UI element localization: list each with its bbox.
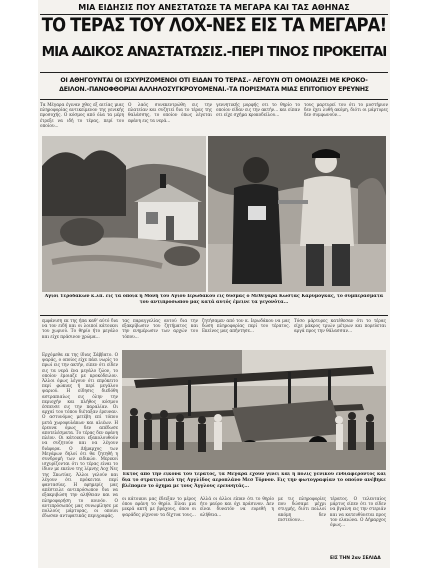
intro-columns — [40, 102, 388, 134]
divider — [40, 315, 388, 316]
supertitle-text: ΜΙΑ ΕΙΔΗΣΙΣ ΠΟΥ ΑΝΕΣΤΑΤΩΣΕ ΤΑ ΜΕΓΑΡΑ ΚΑΙ ΤΑΣ ΑΘΗΝΑΣ — [78, 3, 350, 12]
photo-interview — [208, 136, 386, 292]
headline-secondary-text: ΜΙΑ ΑΔΙΚΟΣ ΑΝΑΣΤΑΤΩΣΙΣ.-ΠΕΡΙ ΤΙΝΟΣ ΠΡΟΚΕΙΤΑΙ — [41, 44, 387, 60]
middle-column: ζητήσαμεν από τον κ. Ιερωδάκου να μας δώση πληροφορίας περί του τέρατος. Εκείνος μας απήντησε... — [202, 318, 290, 334]
headline-main — [38, 15, 390, 39]
bottom-column: με τις πληροφορίες που δώσαμε μέχρι στιγμής, διότι πολλοί ακόμη δεν πιστεύουν... — [278, 496, 326, 522]
intro-column: Ο λαός συνεκεντρώθη εις την πλατείαν και συζητεί δια το τέρας της θαλάσσης, το οποίον όπως λέγεται εφάνη εις τα νερά... — [128, 102, 212, 123]
supertitle — [38, 3, 390, 13]
photo-caption: Άγιοι Τεροδάκων κ.λπ. εις τα οποία η Μονή του Αγίου Ιερωδάκου εις δυσμάς ο Μεθέγαρα Κώστας Καρυμόγκας, το συμπεράσματα του αντιπροσωπου μας κατά αυτός έμεινε τα γεγονότα... — [44, 294, 384, 305]
headline-secondary — [38, 44, 390, 68]
subheadline-line-2: ΔΕΙΛΟΝ.-ΠΑΝΟΦΘΟΡΙΑΙ ΑΛΛΗΛΟΣΥΓΚΡΟΥΟΜΕΝΑΙ.-ΤΑ ΠΟΡΙΣΜΑΤΑ ΜΙΑΣ ΕΠΙΤΟΠΙΟΥ ΕΡΕΥΝΗΣ — [59, 86, 369, 93]
subheadline-line-1: ΟΙ ΑΘΗΓΟΥΝΤΑΙ ΟΙ ΙΣΧΥΡΙΖΟΜΕΝΟΙ ΟΤΙ ΕΙΔΑΝ ΤΟ ΤΕΡΑΣ.- ΛΕΓΟΥΝ ΟΤΙ ΟΜΟΙΑΖΕΙ ΜΕ ΚΡΟΚΟ- — [60, 77, 368, 84]
divider — [40, 99, 388, 100]
divider — [40, 72, 388, 73]
photo-monastery — [42, 136, 206, 292]
bottom-right-column: τέρατος. Ο τελευταίος μάρτυς είπεν ότι το είδεν να βγαίνη εις την στεριάν και να κατευθύνεται προς τον ελαιώνα. Ο Δήμαρχος όμως... — [330, 496, 386, 528]
intro-column: Τα Μέγαρα έγιναν χθες εξ αιτίας μιας πληροφορίας αντικείμενον της γενικής προσοχής. Ο κόσμος από όλα τα μέρη έτρεξε να ιδή το τέρας, περί του οποίου... — [40, 102, 124, 128]
subheadline — [38, 76, 390, 98]
continued-on-page: ΕΙΣ ΤΗΝ 2αν ΣΕΛΙΔΑ — [330, 556, 381, 561]
long-column: Ερχόμεθα εκ της ίδιας Σάββατο. Ο ψαράς, ο οποίος είχε πάει νωρίς το πρωί εις την ακτήν, είπεν ότι είδεν εις τα νερά ένα μεγάλο ζώον, το οποίον έμοιαζε με κροκόδειλον. Άλλοι όμως λέγουν ότι επρόκειτο περί φώκιας ή περί μεγάλου ψαριού. Η είδησις διεδόθη αστραπιαίως εις όλην την περιοχήν και πλήθος κόσμου έσπευσε εις την παραλίαν. Οι αρχαί του τόπου διέταξαν έρευναν. Ο αστυνόμος μετέβη επί τόπου μετά χωροφυλάκων και αλιέων. Η έρευνα όμως δεν απέδωσε αποτελέσματα. Το τέρας δεν εφάνη πλέον. Οι κάτοικοι εξακολουθούν να συζητούν και να λέγουν διάφορα. Ο Δήμαρχος των Μεγάρων δηλοί ότι θα ζητηθή η συνδρομή των ειδικών. Μερικοί ισχυρίζονται ότι το τέρας είναι το ίδιον με εκείνο της λίμνης Λοχ Νες της Σκωτίας. Άλλοι γελούν και λέγουν ότι πρόκειται περί φαντασίας. Η εφημερίς μας απέστειλε αντιπρόσωπον δια να εξακριβώση την αλήθειαν και να πληροφορήση το κοινόν. Ο αντιπρόσωπός μας συνωμίλησε με πολλούς μάρτυρας, οι οποίοι έδωσαν αντιφατικάς περιγραφάς. — [42, 352, 118, 519]
headline-main-text: ΤΟ ΤΕΡΑΣ ΤΟΥ ΛΟΧ-ΝΕΣ ΕΙΣ ΤΑ ΜΕΓΑΡΑ! — [41, 15, 387, 36]
middle-column: τας παραγγελίας αυτού δια την εξακρίβωσιν του ζητήματος και την ενημέρωσιν των αρχών του τόπου... — [122, 318, 198, 339]
middle-column: Τόσο μάρτυρες κατέθεσαν ότι το τέρας είχε μάκρος τριών μέτρων και πορεύεται αργά προς την θάλασσαν... — [294, 318, 386, 334]
bottom-column: οι κάτοικοι μας έδειξαν το μέρος όπου εφάνη το θηρίο. Είναι μια μικρά ακτή με βράχους, όπου οι ψαράδες ρίχνουν τα δίχτυα τους... — [122, 496, 196, 517]
photo-airplane — [122, 350, 386, 470]
middle-column: εμφάνιση εκ της ήπα καθ' αύτό δια να τον ειδή και οι λοιποί κάτοικοι του χωριού. Το θηρίο ήτο μεγάλο και είχε πράσινον χρώμα... — [42, 318, 118, 339]
bottom-caption: Έκτός από την εικόνα του τέρατος, τα Μέγαρα έχουν γίνει και η πόλις γενικού ενδιαφέροντος και δια το στρατιωτικό της Αγγλίδος αεροπλάνο Μεσ Τόρνον. Εις την φωτογραφίαν το οποίον ανέβηκε βλέπομεν το όχημα με τους Άγγλους ερευνητάς... — [122, 472, 386, 489]
intro-column: γεννητικής μορφής οτι το θηρίο το οποίον είδαν εις την ακτήν... και είπαν οτι είχε σχήμα κροκοδείλου... — [216, 102, 300, 118]
bottom-column: Αλλά οι άλλοι είπαν ότι το θηρίο ήτο μαύρο και όχι πράσινον. Δεν είναι δυνατόν να ευρεθή η αλήθεια... — [200, 496, 274, 517]
intro-column: τους μαρτυρεί του ότι το μυστήριον δεν έχει λυθή ακόμη, διότι οι μάρτυρες δεν συμφωνούν... — [304, 102, 388, 118]
